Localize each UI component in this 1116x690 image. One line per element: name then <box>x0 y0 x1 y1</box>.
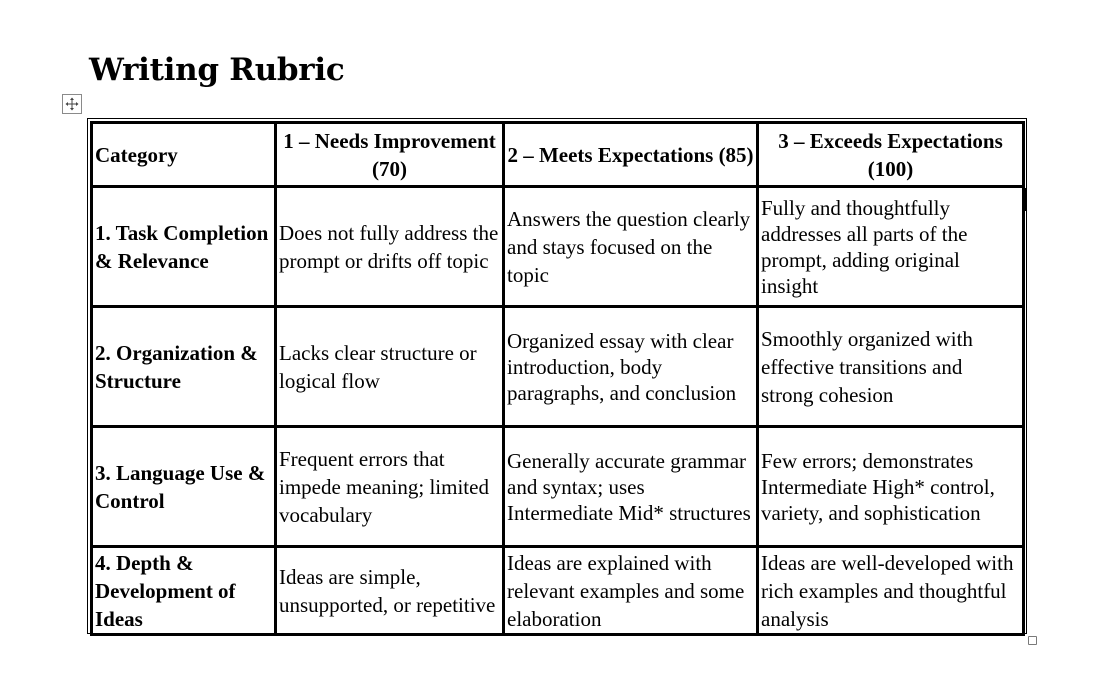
level-1-cell[interactable]: Ideas are simple, unsupported, or repetitive <box>276 547 504 635</box>
category-cell[interactable]: 1. Task Completion & Relevance <box>92 187 276 307</box>
level-2-cell[interactable]: Organized essay with clear introduction, body paragraphs, and conclusion <box>504 307 758 427</box>
level-3-cell[interactable]: Ideas are well-developed with rich examples and thoughtful analysis <box>758 547 1024 635</box>
table-move-handle-icon[interactable] <box>62 94 82 114</box>
level-3-cell[interactable]: Few errors; demonstrates Intermediate High* control, variety, and sophistication <box>758 427 1024 547</box>
level-2-cell[interactable]: Answers the question clearly and stays focused on the topic <box>504 187 758 307</box>
header-level-1[interactable]: 1 – Needs Improvement (70) <box>276 123 504 187</box>
category-cell[interactable]: 2. Organization & Structure <box>92 307 276 427</box>
page-title: Writing Rubric <box>89 52 345 88</box>
level-1-cell[interactable]: Frequent errors that impede meaning; limited vocabulary <box>276 427 504 547</box>
level-3-cell[interactable]: Fully and thoughtfully addresses all parts of the prompt, adding original insight <box>758 187 1024 307</box>
table-row <box>92 547 1024 635</box>
table-resize-handle-icon[interactable] <box>1028 636 1037 645</box>
level-2-cell[interactable]: Ideas are explained with relevant examples and some elaboration <box>504 547 758 635</box>
category-cell[interactable]: 4. Depth & Development of Ideas <box>92 547 276 635</box>
table-row <box>92 187 1024 307</box>
four-arrows-move-icon <box>65 97 79 111</box>
table-row <box>92 307 1024 427</box>
rubric-table[interactable] <box>90 121 1025 636</box>
table-row <box>92 427 1024 547</box>
level-1-cell[interactable]: Does not fully address the prompt or drifts off topic <box>276 187 504 307</box>
header-category[interactable]: Category <box>92 123 276 187</box>
header-level-3[interactable]: 3 – Exceeds Expectations (100) <box>758 123 1024 187</box>
header-level-2[interactable]: 2 – Meets Expectations (85) <box>504 123 758 187</box>
category-cell[interactable]: 3. Language Use & Control <box>92 427 276 547</box>
table-header-row <box>92 123 1024 187</box>
level-2-cell[interactable]: Generally accurate grammar and syntax; uses Intermediate Mid* structures <box>504 427 758 547</box>
level-3-cell[interactable]: Smoothly organized with effective transitions and strong cohesion <box>758 307 1024 427</box>
rubric-table-frame <box>87 118 1027 634</box>
level-1-cell[interactable]: Lacks clear structure or logical flow <box>276 307 504 427</box>
